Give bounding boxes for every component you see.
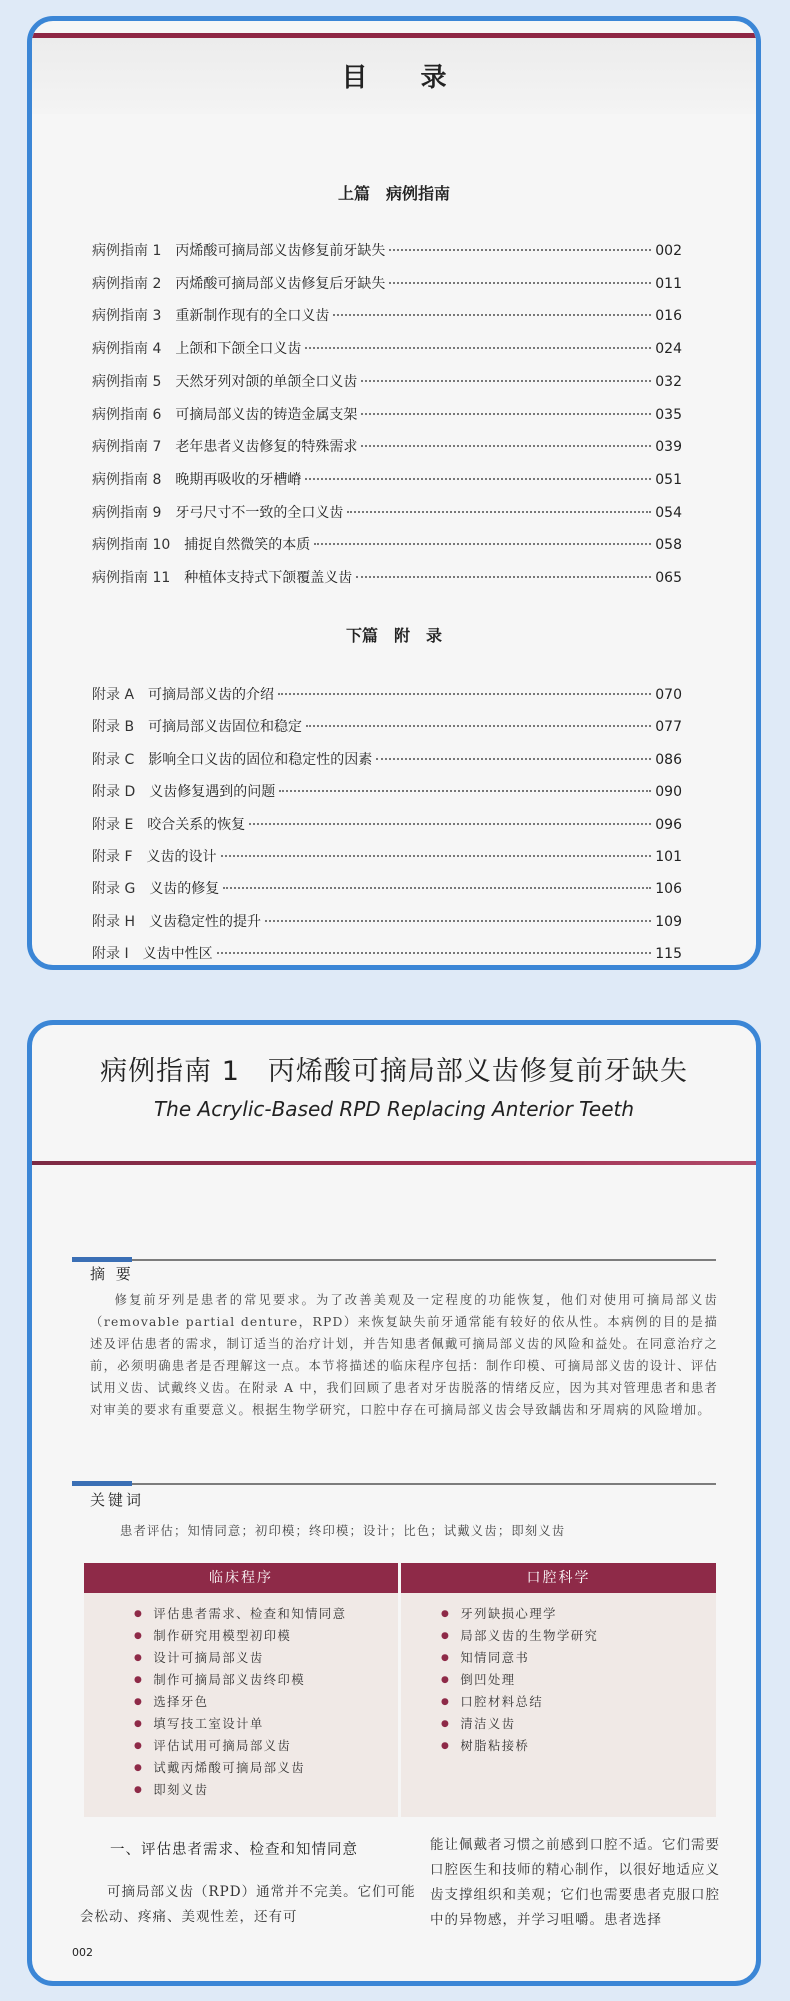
entry-page: 039 bbox=[655, 439, 682, 456]
keywords-rule bbox=[72, 1483, 716, 1485]
entry-number: 病例指南 11 bbox=[92, 570, 171, 586]
entry-title: 义齿修复遇到的问题 bbox=[149, 784, 276, 801]
dot-leader bbox=[314, 543, 651, 545]
entry-number: 附录 D bbox=[92, 784, 136, 801]
list-item: ● 试戴丙烯酸可摘局部义齿 bbox=[134, 1757, 347, 1779]
dot-leader bbox=[389, 282, 651, 284]
entry-number: 病例指南 10 bbox=[92, 537, 171, 554]
dot-leader bbox=[361, 380, 651, 382]
entry-title: 天然牙列对颌的单颌全口义齿 bbox=[175, 373, 358, 390]
dot-leader bbox=[361, 413, 651, 415]
chapter-page bbox=[27, 1020, 761, 1986]
entry-title: 义齿的设计 bbox=[146, 849, 217, 865]
dot-leader bbox=[376, 758, 651, 760]
entry-number: 病例指南 7 bbox=[92, 439, 162, 456]
entry-title: 重新制作现有的全口义齿 bbox=[175, 308, 330, 325]
list-item: ● 设计可摘局部义齿 bbox=[134, 1647, 347, 1669]
entry-number: 病例指南 3 bbox=[92, 308, 162, 325]
entry-title: 义齿中性区 bbox=[142, 946, 213, 963]
part1-heading: 上篇 病例指南 bbox=[337, 184, 450, 203]
entry-page: 106 bbox=[655, 881, 682, 898]
list-item: ● 即刻义齿 bbox=[134, 1779, 347, 1801]
keywords-text: 患者评估；知情同意；初印模；终印模；设计；比色；试戴义齿；即刻义齿 bbox=[120, 1524, 566, 1538]
entry-page: 011 bbox=[655, 275, 682, 292]
entry-page: 058 bbox=[655, 537, 682, 554]
toc-entry bbox=[92, 338, 682, 362]
entry-page: 096 bbox=[655, 816, 682, 833]
dot-leader bbox=[223, 887, 651, 889]
entry-title: 丙烯酸可摘局部义齿修复前牙缺失 bbox=[175, 243, 386, 259]
toc-entry bbox=[92, 684, 682, 708]
entry-page: 024 bbox=[655, 341, 682, 358]
entry-number: 附录 E bbox=[92, 816, 134, 833]
section-heading: 一、评估患者需求、检查和知情同意 bbox=[110, 1842, 358, 1858]
chapter-subtitle: The Acrylic-Based RPD Replacing Anterior Teeth bbox=[153, 1097, 635, 1121]
entry-number: 附录 H bbox=[92, 913, 135, 930]
entry-page: 002 bbox=[655, 243, 682, 259]
list-item: ● 选择牙色 bbox=[134, 1691, 347, 1713]
entry-number: 病例指南 5 bbox=[92, 373, 162, 390]
list-item: ● 局部义齿的生物学研究 bbox=[441, 1625, 598, 1647]
entry-title: 捕捉自然微笑的本质 bbox=[184, 537, 311, 554]
entry-page: 035 bbox=[655, 406, 682, 423]
toc-entry bbox=[92, 371, 682, 395]
entry-title: 牙弓尺寸不一致的全口义齿 bbox=[175, 504, 344, 521]
toc-entry bbox=[92, 943, 682, 967]
entry-number: 附录 F bbox=[92, 849, 133, 865]
list-item: ● 评估患者需求、检查和知情同意 bbox=[134, 1603, 347, 1625]
entry-number: 病例指南 9 bbox=[92, 504, 162, 521]
body-text-right: 能让佩戴者习惯之前感到口腔不适。它们需要口腔医生和技师的精心制作，以很好地适应义齿支撑组织和美观；它们也需要患者克服口腔中的异物感，并学习咀嚼。患者选择 bbox=[430, 1837, 720, 1928]
entry-number: 病例指南 8 bbox=[92, 471, 162, 488]
toc-entry bbox=[92, 404, 682, 428]
table-header-clinical: 临床程序 bbox=[84, 1563, 398, 1593]
toc-entry bbox=[92, 305, 682, 329]
entry-page: 115 bbox=[655, 946, 682, 963]
dental-science-list bbox=[441, 1603, 598, 1757]
entry-title: 种植体支持式下颌覆盖义齿 bbox=[184, 570, 353, 586]
toc-entry bbox=[92, 878, 682, 902]
toc-entry bbox=[92, 469, 682, 493]
procedures-table bbox=[84, 1563, 716, 1817]
dot-leader bbox=[279, 790, 651, 792]
toc-page bbox=[27, 16, 761, 970]
abstract-text: 修复前牙列是患者的常见要求。为了改善美观及一定程度的功能恢复，他们对使用可摘局部义齿（removable partial denture，RPD）来恢复缺失前牙通常能有较好的依从性。本病例的目的是描述及评估患者的需求，制订适当的治疗计划，并告知患者佩戴可摘局部义齿的风险和益处。在同意治疗之前，必须明确患者是否理解这一点。本节将描述的临床程序包括：制作印模、可摘局部义齿的设计、评估试用义齿、试戴终义齿。在附录 A 中，我们回顾了患者对牙齿脱落的情绪反应，因为其对管理患者和患者对审美的要求有重要意义。根据生物学研究，口腔中存在可摘局部义齿会导致龋齿和牙周病的风险增加。 bbox=[90, 1293, 718, 1417]
entry-title: 丙烯酸可摘局部义齿修复后牙缺失 bbox=[175, 275, 386, 292]
dot-leader bbox=[217, 952, 652, 954]
dot-leader bbox=[356, 576, 651, 578]
dot-leader bbox=[278, 693, 651, 695]
part2-heading: 下篇 附 录 bbox=[345, 626, 442, 645]
header-bar bbox=[32, 33, 756, 38]
page-title: 目 录 bbox=[341, 63, 469, 93]
dot-leader bbox=[333, 314, 651, 316]
entry-title: 可摘局部义齿固位和稳定 bbox=[148, 719, 303, 736]
toc-entry bbox=[92, 273, 682, 297]
table-header-dental-science: 口腔科学 bbox=[401, 1563, 716, 1593]
entry-title: 咬合关系的恢复 bbox=[147, 816, 246, 833]
entry-title: 上颌和下颌全口义齿 bbox=[175, 341, 302, 358]
list-item: ● 知情同意书 bbox=[441, 1647, 598, 1669]
entry-number: 病例指南 2 bbox=[92, 275, 162, 292]
list-item: ● 填写技工室设计单 bbox=[134, 1713, 347, 1735]
entry-number: 病例指南 6 bbox=[92, 406, 162, 423]
entry-title: 晚期再吸收的牙槽嵴 bbox=[175, 471, 302, 488]
list-item: ● 牙列缺损心理学 bbox=[441, 1603, 598, 1625]
dot-leader bbox=[347, 511, 651, 513]
table-divider bbox=[398, 1563, 401, 1817]
dot-leader bbox=[305, 347, 651, 349]
entry-page: 032 bbox=[655, 373, 682, 390]
entry-page: 077 bbox=[655, 719, 682, 736]
entry-number: 附录 B bbox=[92, 719, 135, 736]
abstract-rule bbox=[72, 1259, 716, 1261]
list-item: ● 倒凹处理 bbox=[441, 1669, 598, 1691]
toc-entry bbox=[92, 716, 682, 740]
entry-page: 101 bbox=[655, 849, 682, 865]
toc-entry bbox=[92, 567, 682, 591]
entry-number: 附录 A bbox=[92, 687, 135, 703]
chapter-title: 病例指南 1 丙烯酸可摘局部义齿修复前牙缺失 bbox=[100, 1056, 688, 1087]
entry-title: 可摘局部义齿的铸造金属支架 bbox=[175, 406, 358, 423]
list-item: ● 清洁义齿 bbox=[441, 1713, 598, 1735]
body-text-left: 可摘局部义齿（RPD）通常并不完美。它们可能会松动、疼痛、美观性差，还有可 bbox=[80, 1884, 416, 1925]
entry-page: 065 bbox=[655, 570, 682, 586]
entry-page: 090 bbox=[655, 784, 682, 801]
toc-entry bbox=[92, 436, 682, 460]
chapter-divider bbox=[32, 1161, 756, 1165]
entry-number: 病例指南 4 bbox=[92, 341, 162, 358]
list-item: ● 评估试用可摘局部义齿 bbox=[134, 1735, 347, 1757]
page-number: 002 bbox=[72, 1946, 93, 1959]
toc-entry bbox=[92, 749, 682, 773]
dot-leader bbox=[249, 823, 651, 825]
dot-leader bbox=[305, 478, 651, 480]
toc-entry bbox=[92, 534, 682, 558]
list-item: ● 制作研究用模型初印模 bbox=[134, 1625, 347, 1647]
toc-entry bbox=[92, 911, 682, 935]
toc-entry bbox=[92, 814, 682, 838]
toc-entry bbox=[92, 846, 682, 870]
entry-title: 义齿稳定性的提升 bbox=[148, 913, 261, 930]
entry-title: 老年患者义齿修复的特殊需求 bbox=[175, 439, 358, 456]
entry-number: 附录 G bbox=[92, 881, 136, 898]
entry-page: 086 bbox=[655, 751, 682, 768]
list-item: ● 制作可摘局部义齿终印模 bbox=[134, 1669, 347, 1691]
entry-page: 070 bbox=[655, 687, 682, 703]
entry-page: 109 bbox=[655, 913, 682, 930]
dot-leader bbox=[389, 249, 651, 251]
keywords-label: 关键词 bbox=[90, 1491, 145, 1509]
toc-entry bbox=[92, 240, 682, 264]
dot-leader bbox=[221, 855, 652, 857]
toc-entry bbox=[92, 502, 682, 526]
toc-entry bbox=[92, 781, 682, 805]
entry-number: 附录 C bbox=[92, 751, 135, 768]
dot-leader bbox=[361, 445, 651, 447]
dot-leader bbox=[306, 725, 651, 727]
entry-number: 病例指南 1 bbox=[92, 243, 162, 259]
entry-page: 016 bbox=[655, 308, 682, 325]
entry-title: 影响全口义齿的固位和稳定性的因素 bbox=[148, 751, 373, 768]
entry-title: 义齿的修复 bbox=[149, 881, 220, 898]
entry-number: 附录 I bbox=[92, 946, 129, 963]
dot-leader bbox=[265, 920, 651, 922]
entry-title: 可摘局部义齿的介绍 bbox=[148, 687, 275, 703]
entry-page: 051 bbox=[655, 471, 682, 488]
list-item: ● 口腔材料总结 bbox=[441, 1691, 598, 1713]
entry-page: 054 bbox=[655, 504, 682, 521]
list-item: ● 树脂粘接桥 bbox=[441, 1735, 598, 1757]
clinical-list bbox=[134, 1603, 347, 1801]
abstract-label: 摘 要 bbox=[90, 1265, 134, 1283]
